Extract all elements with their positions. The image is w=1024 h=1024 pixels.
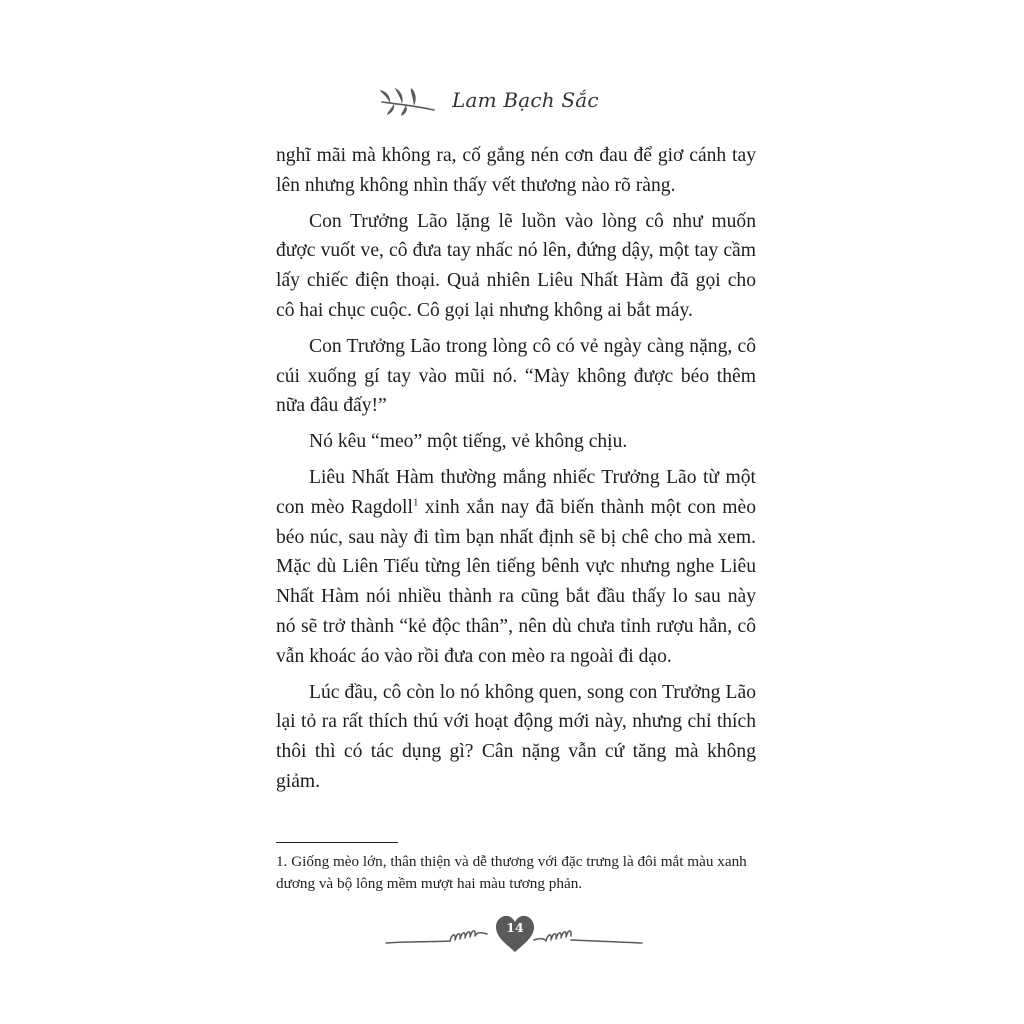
header-title: Lam Bạch Sắc: [452, 88, 599, 112]
paragraph: [276, 463, 756, 672]
page-number: 14: [506, 920, 524, 935]
leaf-branch-icon: [378, 80, 436, 120]
paragraph: Lúc đầu, cô còn lo nó không quen, song con Trưởng Lão lại tỏ ra rất thích thú với hoạt động mới này, nhưng chỉ thích thôi thì có tác dụng gì? Cân nặng vẫn cứ tăng mà không giảm.: [276, 681, 756, 792]
footnote-divider: [276, 842, 398, 843]
paragraph-text: Liêu Nhất Hàm thường mắng nhiếc Trưởng Lão từ một con mèo Ragdoll: [276, 466, 756, 518]
paragraph-text: xinh xắn nay đã biến thành một con mèo béo núc, sau này đi tìm bạn nhất định sẽ bị chê cho mà xem. Mặc dù Liên Tiếu từng lên tiếng bênh vực nhưng nghe Liêu Nhất Hàm nói nhiều thành ra cũng bắt đầu thấy lo sau này nó sẽ trở thành “kẻ độc thân”, nên dù chưa tỉnh rượu hẳn, cô vẫn khoác áo vào rồi đưa con mèo ra ngoài đi dạo.: [276, 496, 756, 667]
footnote-marker[interactable]: 1: [412, 496, 419, 509]
footnote: 1. Giống mèo lớn, thân thiện và dễ thương với đặc trưng là đôi mắt màu xanh dương và bộ lông mềm mượt hai màu tương phản.: [276, 853, 747, 892]
paragraph: Con Trưởng Lão lặng lẽ luồn vào lòng cô như muốn được vuốt ve, cô đưa tay nhấc nó lên, đứng dậy, một tay cầm lấy chiếc điện thoại. Quả nhiên Liêu Nhất Hàm đã gọi cho cô hai chục cuộc. Cô gọi lại nhưng không ai bắt máy.: [276, 210, 756, 321]
page-footer: [384, 910, 646, 954]
paragraph: nghĩ mãi mà không ra, cố gắng nén cơn đau để giơ cánh tay lên nhưng không nhìn thấy vết thương nào rõ ràng.: [276, 145, 756, 196]
body-text: [276, 141, 756, 803]
paragraph: Con Trưởng Lão trong lòng cô có vẻ ngày càng nặng, cô cúi xuống gí tay vào mũi nó. “Mày không được béo thêm nữa đâu đấy!”: [276, 335, 756, 417]
paragraph: Nó kêu “meo” một tiếng, vẻ không chịu.: [309, 431, 628, 453]
running-header: [378, 78, 678, 128]
